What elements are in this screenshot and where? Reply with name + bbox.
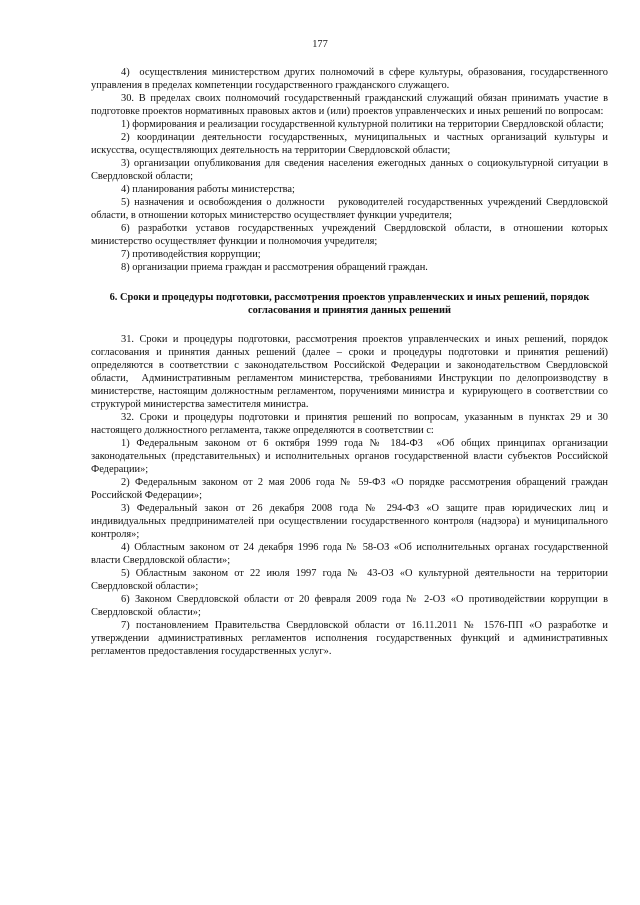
paragraph-32: 32. Сроки и процедуры подготовки и принятия решений по вопросам, указанным в пунктах 29 и 30 настоящего должностного регламента, также определяются в соответствии с: (91, 412, 608, 436)
paragraph-item-4-other-powers: 4) осуществления министерством других полномочий в сфере культуры, образования, государственного управления в пределах компетенции государственного гражданского служащего. (91, 67, 608, 91)
list-item-3: 3) организации опубликования для сведения населения ежегодных данных о социокультурной ситуации в Свердловской области; (91, 158, 608, 182)
list-item-1: 1) формирования и реализации государственной культурной политики на территории Свердловской области; (121, 119, 604, 130)
paragraph-30: 30. В пределах своих полномочий государственный гражданский служащий обязан принимать участие в подготовке проектов нормативных правовых актов и (или) проектов управленческих и иных решений по вопросам: (91, 93, 608, 117)
section-heading: 6. Сроки и процедуры подготовки, рассмотрения проектов управленческих и иных решений, порядок согласования и принятия данных решений (109, 292, 590, 316)
list-item-8: 8) организации приема граждан и рассмотрения обращений граждан. (121, 262, 428, 273)
law-item-7: 7) постановлением Правительства Свердловской области от 16.11.2011 № 1576-ПП «О разработке и утверждении административных регламентов исполнения государственных функций и административных регламентов предоставления государственных услуг». (91, 620, 608, 657)
document-body (91, 66, 608, 658)
page-number: 177 (312, 39, 328, 50)
law-item-1: 1) Федеральным законом от 6 октября 1999 года № 184-ФЗ «Об общих принципах организации законодательных (представительных) и исполнительных органов государственной власти субъектов Российской Федерации»; (91, 438, 608, 475)
law-item-6: 6) Законом Свердловской области от 20 февраля 2009 года № 2-ОЗ «О противодействии коррупции в Свердловской области»; (91, 594, 608, 618)
list-item-7: 7) противодействия коррупции; (121, 249, 261, 260)
law-item-2: 2) Федеральным законом от 2 мая 2006 года № 59-ФЗ «О порядке рассмотрения обращений граждан Российской Федерации»; (91, 477, 608, 501)
law-item-5: 5) Областным законом от 22 июля 1997 года № 43-ОЗ «О культурной деятельности на территории Свердловской области»; (91, 568, 608, 592)
list-item-6: 6) разработки уставов государственных учреждений Свердловской области, в отношении которых министерство осуществляет функции и полномочия учредителя; (91, 223, 608, 247)
law-item-3: 3) Федеральный закон от 26 декабря 2008 года № 294-ФЗ «О защите прав юридических лиц и индивидуальных предпринимателей при осуществлении государственного контроля (надзора) и муниципального контроля»; (91, 503, 608, 540)
list-item-2: 2) координации деятельности государственных, муниципальных и частных организаций культуры и искусства, осуществляющих деятельность на территории Свердловской области; (91, 132, 608, 156)
list-item-5: 5) назначения и освобождения о должности руководителей государственных учреждений Свердловской области, в отношении которых министерство осуществляет функции учредителя; (91, 197, 608, 221)
list-item-4: 4) планирования работы министерства; (121, 184, 295, 195)
law-item-4: 4) Областным законом от 24 декабря 1996 года № 58-ОЗ «Об исполнительных органах государственной власти Свердловской области»; (91, 542, 608, 566)
paragraph-31: 31. Сроки и процедуры подготовки, рассмотрения проектов управленческих и иных решений, порядок согласования и принятия данных решений (далее – сроки и процедуры подготовки и принятия решений) определяются в соответствии с законодательством Российской Федерации и законодательством Свердловской области, Административным регламентом министерства, требованиями Инструкции по делопроизводству в министерстве, настоящим должностным регламентом, поручениями министра и курирующего в соответствии со структурой министерства заместителя министра. (91, 334, 608, 410)
